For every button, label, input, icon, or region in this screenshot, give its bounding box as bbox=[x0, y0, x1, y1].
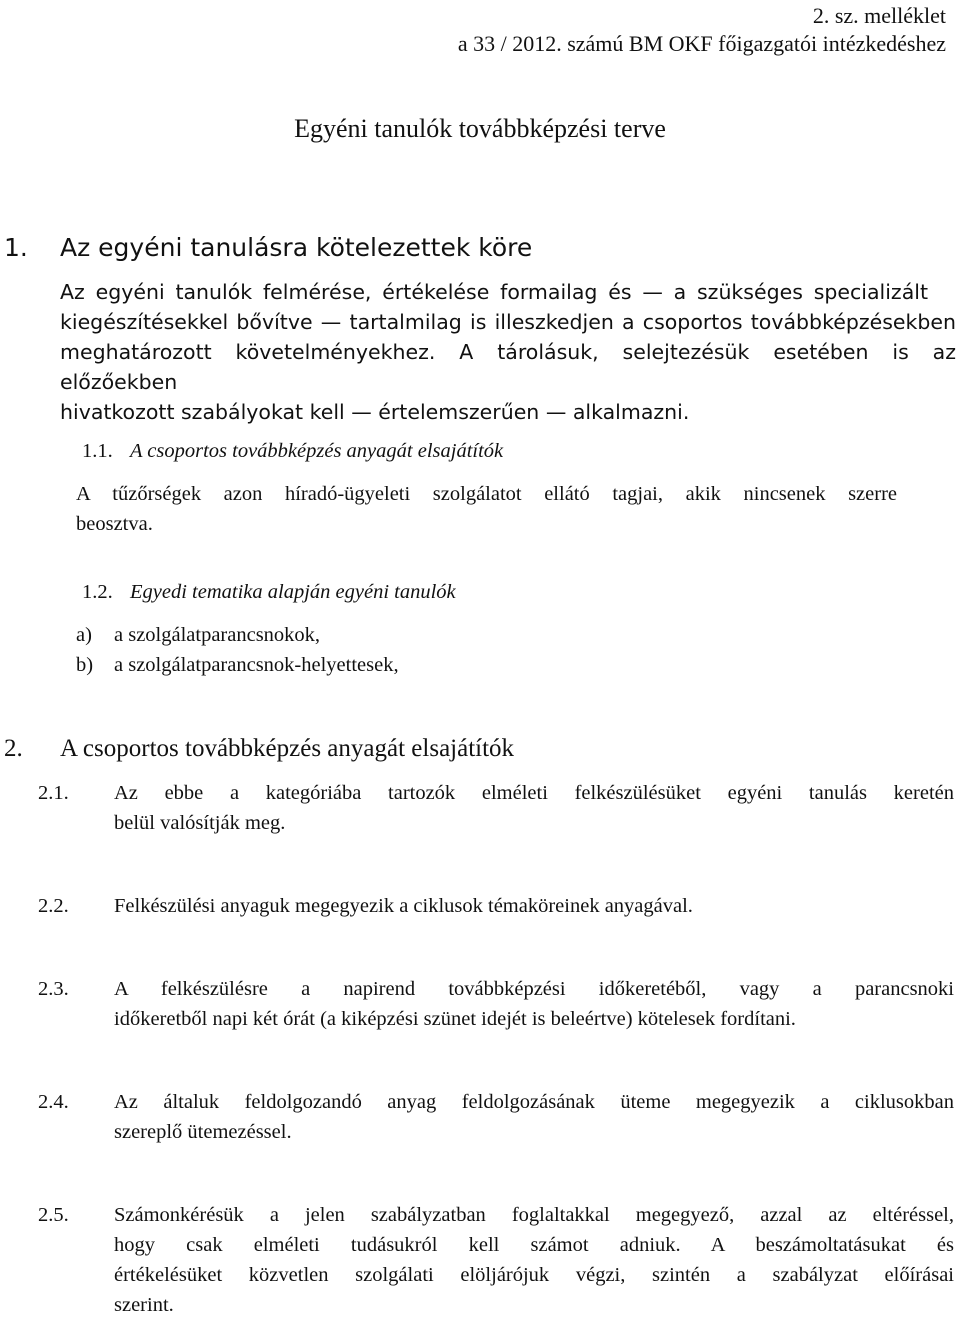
paragraph-line: kiegészítésekkel bővítve — tartalmilag is illeszkedjen a csoportos továbbképzésekben bbox=[60, 310, 956, 334]
item-2-2-text bbox=[114, 891, 954, 921]
item-2-5-text bbox=[114, 1200, 954, 1320]
section-1-paragraph bbox=[60, 277, 960, 427]
document-reference: a 33 / 2012. számú BM OKF főigazgatói intézkedéshez bbox=[457, 31, 946, 56]
item-2-4-number: 2.4. bbox=[38, 1091, 69, 1113]
paragraph-line: meghatározott követelményekhez. A tárolásuk, selejtezésük esetében is az előzőekben bbox=[60, 340, 956, 394]
item-2-1-text bbox=[114, 778, 954, 838]
item-2-5-number: 2.5. bbox=[38, 1204, 69, 1226]
item-2-2-number: 2.2. bbox=[38, 895, 69, 917]
list-marker: b) bbox=[76, 654, 94, 676]
item-2-1-number: 2.1. bbox=[38, 782, 69, 804]
page-title: Egyéni tanulók továbbképzési terve bbox=[294, 114, 666, 143]
paragraph-line: beosztva. bbox=[76, 513, 153, 535]
subsection-1-2-number: 1.2. bbox=[82, 581, 113, 603]
paragraph-line: Az egyéni tanulók felmérése, értékelése formailag és — a szükséges specializált bbox=[60, 280, 928, 304]
paragraph-line: szereplő ütemezéssel. bbox=[114, 1121, 292, 1143]
paragraph-line: belül valósítják meg. bbox=[114, 812, 286, 834]
paragraph-line: értékelésüket közvetlen szolgálati elöljárójuk végzi, szintén a szabályzat előírásai bbox=[114, 1264, 954, 1286]
list-marker: a) bbox=[76, 624, 92, 646]
section-2-number: 2. bbox=[4, 735, 23, 762]
paragraph-line: időkeretből napi két órát (a kiképzési szünet idejét is beleértve) kötelesek fordítani. bbox=[114, 1008, 796, 1030]
section-2-heading: A csoportos továbbképzés anyagát elsajátítók bbox=[60, 735, 515, 762]
section-1-number: 1. bbox=[4, 233, 28, 262]
paragraph-line: Számonkérésük a jelen szabályzatban foglaltakkal megegyező, azzal az eltéréssel, bbox=[114, 1204, 954, 1226]
subsection-1-1-heading: A csoportos továbbképzés anyagát elsajátítók bbox=[130, 440, 504, 462]
item-2-3-text bbox=[114, 974, 954, 1034]
paragraph-line: Felkészülési anyaguk megegyezik a ciklusok témaköreinek anyagával. bbox=[114, 895, 693, 917]
section-1-heading: Az egyéni tanulásra kötelezettek köre bbox=[60, 233, 533, 262]
subsection-1-1-number: 1.1. bbox=[82, 440, 113, 462]
item-2-3-number: 2.3. bbox=[38, 978, 69, 1000]
appendix-label: 2. sz. melléklet bbox=[812, 3, 946, 28]
item-2-4-text bbox=[114, 1087, 954, 1147]
subsection-1-2-heading: Egyedi tematika alapján egyéni tanulók bbox=[130, 581, 456, 603]
paragraph-line: hogy csak elméleti tudásukról kell számot adniuk. A beszámoltatásukat és bbox=[114, 1234, 954, 1256]
paragraph-line: A tűzőrségek azon híradó-ügyeleti szolgálatot ellátó tagjai, akik nincsenek szerre bbox=[76, 483, 897, 505]
subsection-1-1-text bbox=[76, 479, 896, 539]
paragraph-line: hivatkozott szabályokat kell — értelemszerűen — alkalmazni. bbox=[60, 400, 690, 424]
list-item: a szolgálatparancsnokok, bbox=[114, 624, 321, 646]
paragraph-line: Az ebbe a kategóriába tartozók elméleti felkészülésüket egyéni tanulás keretén bbox=[114, 782, 954, 804]
paragraph-line: Az általuk feldolgozandó anyag feldolgozásának üteme megegyezik a ciklusokban bbox=[114, 1091, 954, 1113]
paragraph-line: szerint. bbox=[114, 1294, 174, 1316]
paragraph-line: A felkészülésre a napirend továbbképzési időkeretéből, vagy a parancsnoki bbox=[114, 978, 954, 1000]
list-item: a szolgálatparancsnok-helyettesek, bbox=[114, 654, 399, 676]
